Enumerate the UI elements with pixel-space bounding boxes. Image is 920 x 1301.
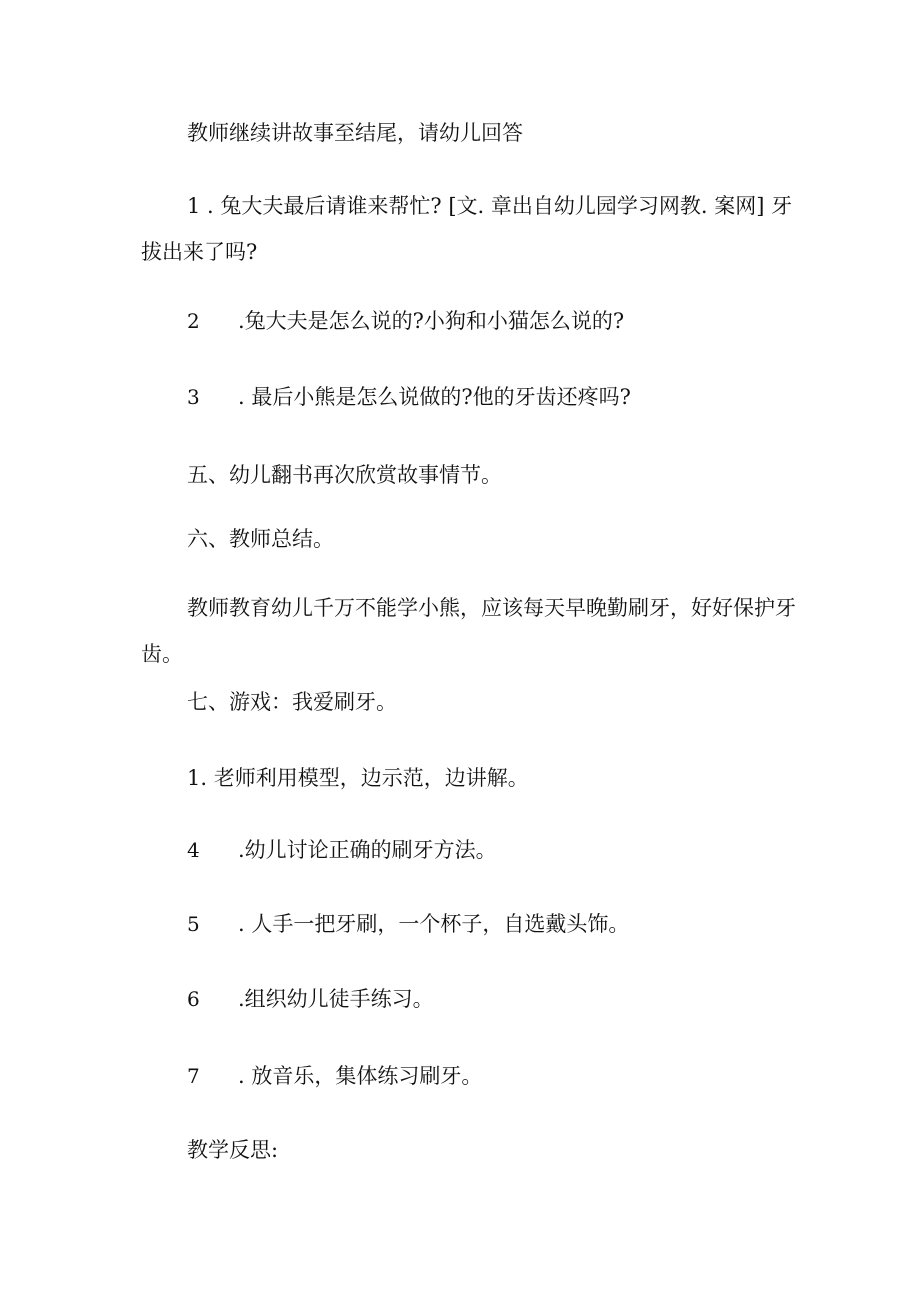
game-step-4-number: 4: [187, 838, 200, 862]
question-1-line-1: 1 . 兔大夫最后请谁来帮忙? [文. 章出自幼儿园学习网教. 案网] 牙: [187, 194, 793, 218]
game-step-7-number: 7: [187, 1064, 200, 1088]
summary-line-2: 齿。: [141, 642, 183, 666]
game-step-1: 1. 老师利用模型，边示范，边讲解。: [187, 766, 529, 790]
game-step-6-number: 6: [187, 987, 200, 1011]
section-6-heading: 六、教师总结。: [187, 527, 334, 551]
game-step-5-number: 5: [187, 912, 200, 936]
question-3-text: . 最后小熊是怎么说做的?他的牙齿还疼吗?: [238, 385, 631, 409]
paragraph-intro: 教师继续讲故事至结尾，请幼儿回答: [187, 121, 523, 145]
question-2-number: 2: [187, 309, 200, 333]
section-7-heading: 七、游戏：我爱刷牙。: [187, 690, 397, 714]
summary-line-1: 教师教育幼儿千万不能学小熊，应该每天早晚勤刷牙，好好保护牙: [187, 596, 796, 620]
question-1-line-2: 拔出来了吗?: [141, 240, 258, 264]
game-step-5-text: . 人手一把牙刷，一个杯子，自选戴头饰。: [238, 912, 630, 936]
game-step-4-text: .幼儿讨论正确的刷牙方法。: [238, 838, 497, 862]
section-5-heading: 五、幼儿翻书再次欣赏故事情节。: [187, 463, 502, 487]
question-3-number: 3: [187, 385, 200, 409]
question-2-text: .兔大夫是怎么说的?小狗和小猫怎么说的?: [238, 309, 625, 333]
teaching-reflection-heading: 教学反思:: [187, 1138, 279, 1162]
game-step-6-text: .组织幼儿徒手练习。: [238, 987, 434, 1011]
game-step-7-text: . 放音乐，集体练习刷牙。: [238, 1064, 483, 1088]
